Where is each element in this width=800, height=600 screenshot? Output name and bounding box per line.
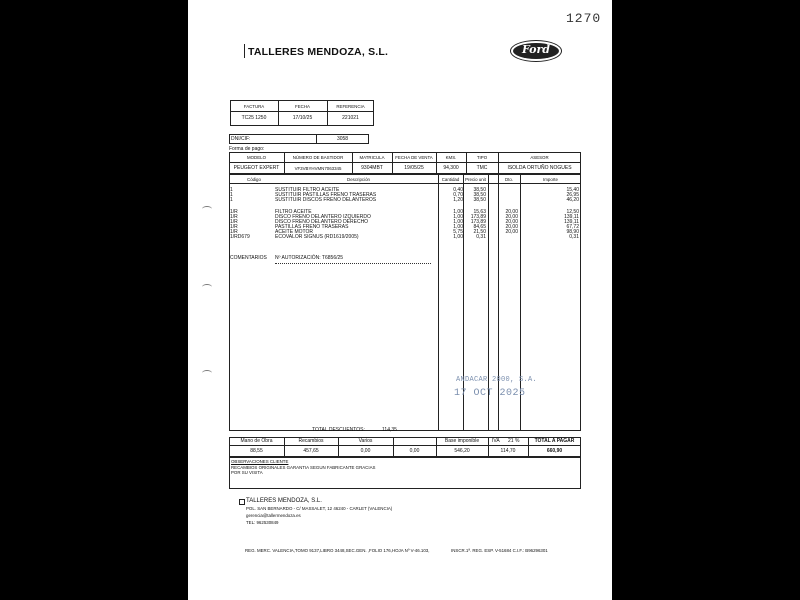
item-discount: 20,00 <box>505 214 518 220</box>
vehicle-advisor: ISOLDA ORTUÑO NOGUES <box>507 165 572 171</box>
vehicle-sale-date: 19/05/25 <box>404 165 424 171</box>
footer-phone: TEL: 962530849 <box>246 520 279 525</box>
totals-header-misc: Varios <box>358 438 373 444</box>
item-discount: 20,00 <box>505 219 518 225</box>
items-header-price: Precio unit <box>465 177 486 182</box>
item-amount: 26,95 <box>566 192 579 198</box>
item-description: PASTILLAS FRENO TRASERAS <box>275 224 349 230</box>
totals-total: 660,90 <box>546 448 563 454</box>
item-description: DISCO FRENO DELANTERO IZQUIERDO <box>275 214 371 220</box>
totals-header-labour: Mano de Obra <box>240 438 273 444</box>
totals-tax-base: 546,20 <box>454 448 470 454</box>
stamp-date: 17 OCT 2025 <box>454 388 526 399</box>
date-label: FECHA <box>295 104 310 109</box>
punch-hole <box>202 284 212 290</box>
vehicle-header-vin: NÚMERO DE BASTIDOR <box>292 155 344 160</box>
totals-header-parts: Recambios <box>298 438 324 444</box>
total-discount-label: TOTAL DESCUENTOS: <box>312 427 365 433</box>
item-code: 1/R <box>230 224 238 230</box>
item-code: 1 <box>230 187 233 193</box>
item-discount: 20,00 <box>505 209 518 215</box>
items-header-discount: Dto. <box>504 177 514 182</box>
comments-text: Nº AUTORIZACIÓN: T6856/25 <box>275 255 344 261</box>
vehicle-header-type: TIPO <box>476 155 488 160</box>
vehicle-model: PEUGEOT EXPERT <box>233 165 280 171</box>
item-code: 1/R <box>230 209 238 215</box>
vehicle-kms: 94,300 <box>443 165 459 171</box>
vehicle-type: TMC <box>476 165 488 171</box>
item-qty: 1,00 <box>453 214 463 220</box>
ford-logo-text: Ford <box>521 43 551 56</box>
item-price: 38,50 <box>473 192 486 198</box>
invoice-sheet <box>188 0 612 600</box>
comments-label: COMENTARIOS <box>230 255 267 261</box>
item-amount: 0,31 <box>569 234 579 240</box>
items-header-qty: Cantidad <box>441 177 460 182</box>
item-qty: 5,75 <box>453 229 463 235</box>
item-amount: 46,20 <box>566 197 579 203</box>
footer-registry-right: INSCR.1ª. REG. ESP. V-51684 C.I.F.: B96296301 <box>451 548 548 553</box>
vehicle-header-kms: KMS. <box>445 155 457 160</box>
item-qty: 0,70 <box>453 192 463 198</box>
payment-label: Forma de pago: <box>229 146 265 152</box>
item-qty: 1,00 <box>453 234 463 240</box>
item-description: SUSTITUIR PASTILLAS FRENO TRASERAS <box>275 192 377 198</box>
remarks-text-line1: RECAMBIOS ORIGINALES GARANTIA SEGUN FABRICANTE GRACIAS <box>231 465 376 470</box>
item-code: 1/RD679 <box>230 234 250 240</box>
item-description: ACEITE MOTOR <box>275 229 313 235</box>
totals-header-vat-rate: 21 % <box>508 438 520 444</box>
item-price: 38,50 <box>473 187 486 193</box>
item-description: SUSTITUIR FILTRO ACEITE <box>275 187 340 193</box>
item-qty: 1,00 <box>453 209 463 215</box>
totals-parts: 457,65 <box>303 448 319 454</box>
stamp-company: ANDACAR 2000, S.A. <box>456 376 538 384</box>
footer-logo-box <box>239 499 245 505</box>
header-bar <box>244 44 245 58</box>
item-code: 1/R <box>230 214 238 220</box>
items-header-code: Código <box>247 177 261 182</box>
items-header-amount: Importe <box>543 177 558 182</box>
company-name: TALLERES MENDOZA, S.L. <box>248 46 389 58</box>
totals-header-tax-base: Base imponible <box>444 438 480 444</box>
vehicle-header-plate: MATRICULA <box>359 155 385 160</box>
comments-dotted-line <box>275 263 431 264</box>
vehicle-plate: 9304MBT <box>361 165 383 171</box>
total-discount-value: 114,35 <box>382 427 397 433</box>
remarks-text-line2: POR SU VISITA <box>231 470 263 475</box>
item-qty: 1,20 <box>453 197 463 203</box>
vehicle-header-sale-date: FECHA DE VENTA <box>395 155 433 160</box>
item-description: ECOVALOR SIGNUS (RD1619/2005) <box>275 234 359 240</box>
item-amount: 67,72 <box>566 224 579 230</box>
totals-misc: 0,00 <box>360 448 371 454</box>
item-code: 1 <box>230 197 233 203</box>
footer-address: POL. SAN BERNARDO - C/ MASSALET, 12 46240 - CARLET (VALENCIA) <box>246 506 393 511</box>
item-description: FILTRO ACEITE <box>275 209 312 215</box>
item-amount: 139,11 <box>564 214 579 220</box>
invoice-reference: 221021 <box>342 115 359 121</box>
totals-labour: 88,55 <box>250 448 263 454</box>
invoice-date: 17/10/25 <box>292 115 313 121</box>
ford-logo <box>510 40 562 62</box>
footer-registry-left: REG. MERC. VALENCIA,TOMO 9137,LIBRO 3448,SEC.GEN. ,FOLIO 176,HOJA Nº V-46.103, <box>245 548 430 553</box>
item-description: SUSTITUIR DISCOS FRENO DELANTEROS <box>275 197 377 203</box>
totals-header-vat: IVA <box>492 438 500 444</box>
item-amount: 139,11 <box>564 219 579 225</box>
item-discount: 20,00 <box>505 224 518 230</box>
item-price: 173,89 <box>470 219 486 225</box>
totals-vat: 114,70 <box>500 448 516 454</box>
totals-header-total: TOTAL A PAGAR <box>534 438 575 444</box>
item-code: 1/R <box>230 219 238 225</box>
client-number: 3058 <box>336 136 349 142</box>
dni-label: DNI/CIF: <box>231 136 251 142</box>
item-price: 0,31 <box>476 234 486 240</box>
footer-company-name: TALLERES MENDOZA, S.L. <box>246 498 322 504</box>
items-header-description: Descripción <box>347 177 370 182</box>
remarks-title: OBSERVACIONES CLIENTE <box>231 459 289 464</box>
item-qty: 1,00 <box>453 219 463 225</box>
item-price: 38,50 <box>473 197 486 203</box>
item-amount: 98,90 <box>566 229 579 235</box>
item-qty: 1,00 <box>453 224 463 230</box>
item-price: 21,50 <box>473 229 486 235</box>
punch-hole <box>202 370 212 376</box>
vehicle-header-model: MODELO <box>246 155 267 160</box>
item-code: 1/R <box>230 229 238 235</box>
footer-email: gerencia@tallermendoza.es <box>246 513 301 518</box>
item-code: 1 <box>230 192 233 198</box>
punch-hole <box>202 206 212 212</box>
item-amount: 12,50 <box>566 209 579 215</box>
invoice-number: TC25 1250 <box>241 115 267 121</box>
item-price: 15,63 <box>473 209 486 215</box>
item-description: DISCO FRENO DELANTERO DERECHO <box>275 219 369 225</box>
item-qty: 0,40 <box>453 187 463 193</box>
page-number: 1270 <box>566 11 602 26</box>
vehicle-vin: VF3VBYHVMN7063345 <box>294 166 342 171</box>
invoice-label: FACTURA <box>243 104 265 109</box>
totals-other: 0,00 <box>409 448 420 454</box>
reference-label: REFERENCIA <box>336 104 365 109</box>
vehicle-header-advisor: ASESOR <box>530 155 549 160</box>
item-price: 173,89 <box>470 214 486 220</box>
item-amount: 15,40 <box>566 187 579 193</box>
item-price: 84,65 <box>473 224 486 230</box>
item-discount: 20,00 <box>505 229 518 235</box>
